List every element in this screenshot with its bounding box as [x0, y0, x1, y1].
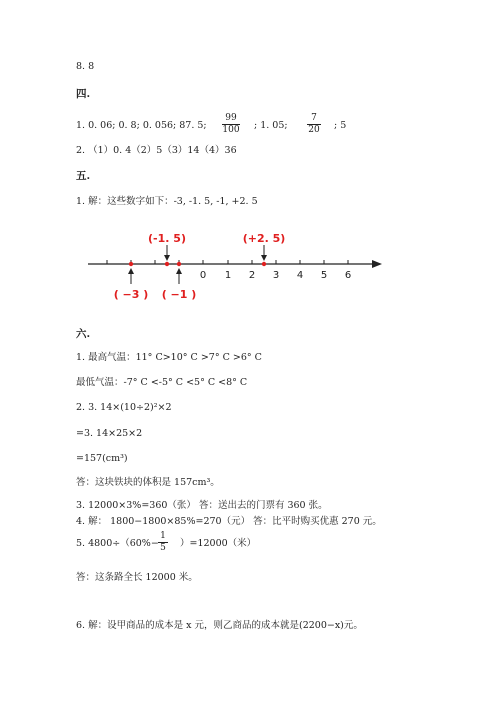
label-pos-2-5: (+2. 5) [242, 232, 286, 245]
section-4-heading: 四. [76, 88, 91, 100]
q6-5-part-b: ）=12000（米） [180, 538, 257, 549]
section-5-heading: 五. [76, 170, 91, 182]
point-pos-2-5 [262, 262, 266, 266]
fraction-numerator: 1 [160, 531, 166, 541]
fraction-numerator: 7 [311, 113, 317, 123]
q6-2-step-1: 2. 3. 14×(10÷2)²×2 [76, 402, 172, 413]
q6-4-answer: 4. 解： 1800−1800×85%=270（元） 答：比平时购买优惠 270 元。 [76, 516, 382, 527]
tick-label-5: 5 [320, 270, 328, 281]
q6-2-step-3: =157(cm³) [76, 453, 128, 464]
tick-label-6: 6 [344, 270, 352, 281]
q4-2-answer: 2. （1）0. 4（2）5（3）14（4）36 [76, 145, 237, 156]
q6-2-step-2: =3. 14×25×2 [76, 428, 143, 439]
tick-label-3: 3 [272, 270, 280, 281]
answer-8-8: 8. 8 [76, 61, 95, 72]
tick-label-0: 0 [199, 270, 207, 281]
point-neg-1-5 [165, 262, 169, 266]
fraction-numerator: 99 [225, 113, 237, 123]
fraction-1-5 [158, 531, 168, 554]
arrow-neg-3-head [128, 268, 134, 274]
tick-label-4: 4 [296, 270, 304, 281]
q6-2-answer: 答：这块铁块的体积是 157cm³。 [76, 477, 220, 488]
label-neg-1-5: (-1. 5) [148, 232, 186, 245]
q6-3-answer: 3. 12000×3%=360（张） 答：送出去的门票有 360 张。 [76, 500, 328, 511]
number-line-ticks [107, 260, 348, 264]
fraction-denominator: 20 [308, 125, 320, 135]
q6-5-part-a: 5. 4800÷（60%− [76, 538, 159, 549]
q6-5-answer: 答：这条路全长 12000 米。 [76, 572, 198, 583]
q4-1-answer-part-a: 1. 0. 06; 0. 8; 0. 056; 87. 5; [76, 120, 207, 131]
q4-1-answer-part-c: ; 5 [334, 120, 347, 131]
tick-labels [200, 270, 351, 281]
label-neg-1: ( −1 ) [161, 288, 197, 301]
number-line-arrowhead [372, 260, 382, 268]
q6-1-high-temps: 1. 最高气温：11° C>10° C >7° C >6° C [76, 352, 262, 363]
fraction-denominator: 5 [158, 542, 168, 554]
point-neg-3 [129, 262, 133, 266]
fraction-99-100 [222, 113, 240, 136]
q6-1-low-temps: 最低气温：-7° C <-5° C <5° C <8° C [76, 377, 248, 388]
arrow-neg-1-5-head [164, 255, 170, 261]
point-neg-1 [177, 262, 181, 266]
q6-6-setup: 6. 解：设甲商品的成本是 x 元，则乙商品的成本就是(2200−x)元。 [76, 620, 363, 631]
q5-1-answer: 1. 解：这些数字如下：-3, -1. 5, -1, +2. 5 [76, 196, 258, 207]
label-neg-3: ( −3 ) [113, 288, 149, 301]
tick-label-1: 1 [224, 270, 232, 281]
tick-label-2: 2 [248, 270, 256, 281]
section-6-heading: 六. [76, 328, 91, 340]
fraction-7-20 [307, 113, 321, 136]
arrow-neg-1-head [176, 268, 182, 274]
number-line-diagram [0, 228, 500, 308]
q4-1-answer-part-b: ; 1. 05; [254, 120, 288, 131]
arrow-pos-2-5-head [261, 255, 267, 261]
fraction-denominator: 100 [222, 125, 240, 135]
